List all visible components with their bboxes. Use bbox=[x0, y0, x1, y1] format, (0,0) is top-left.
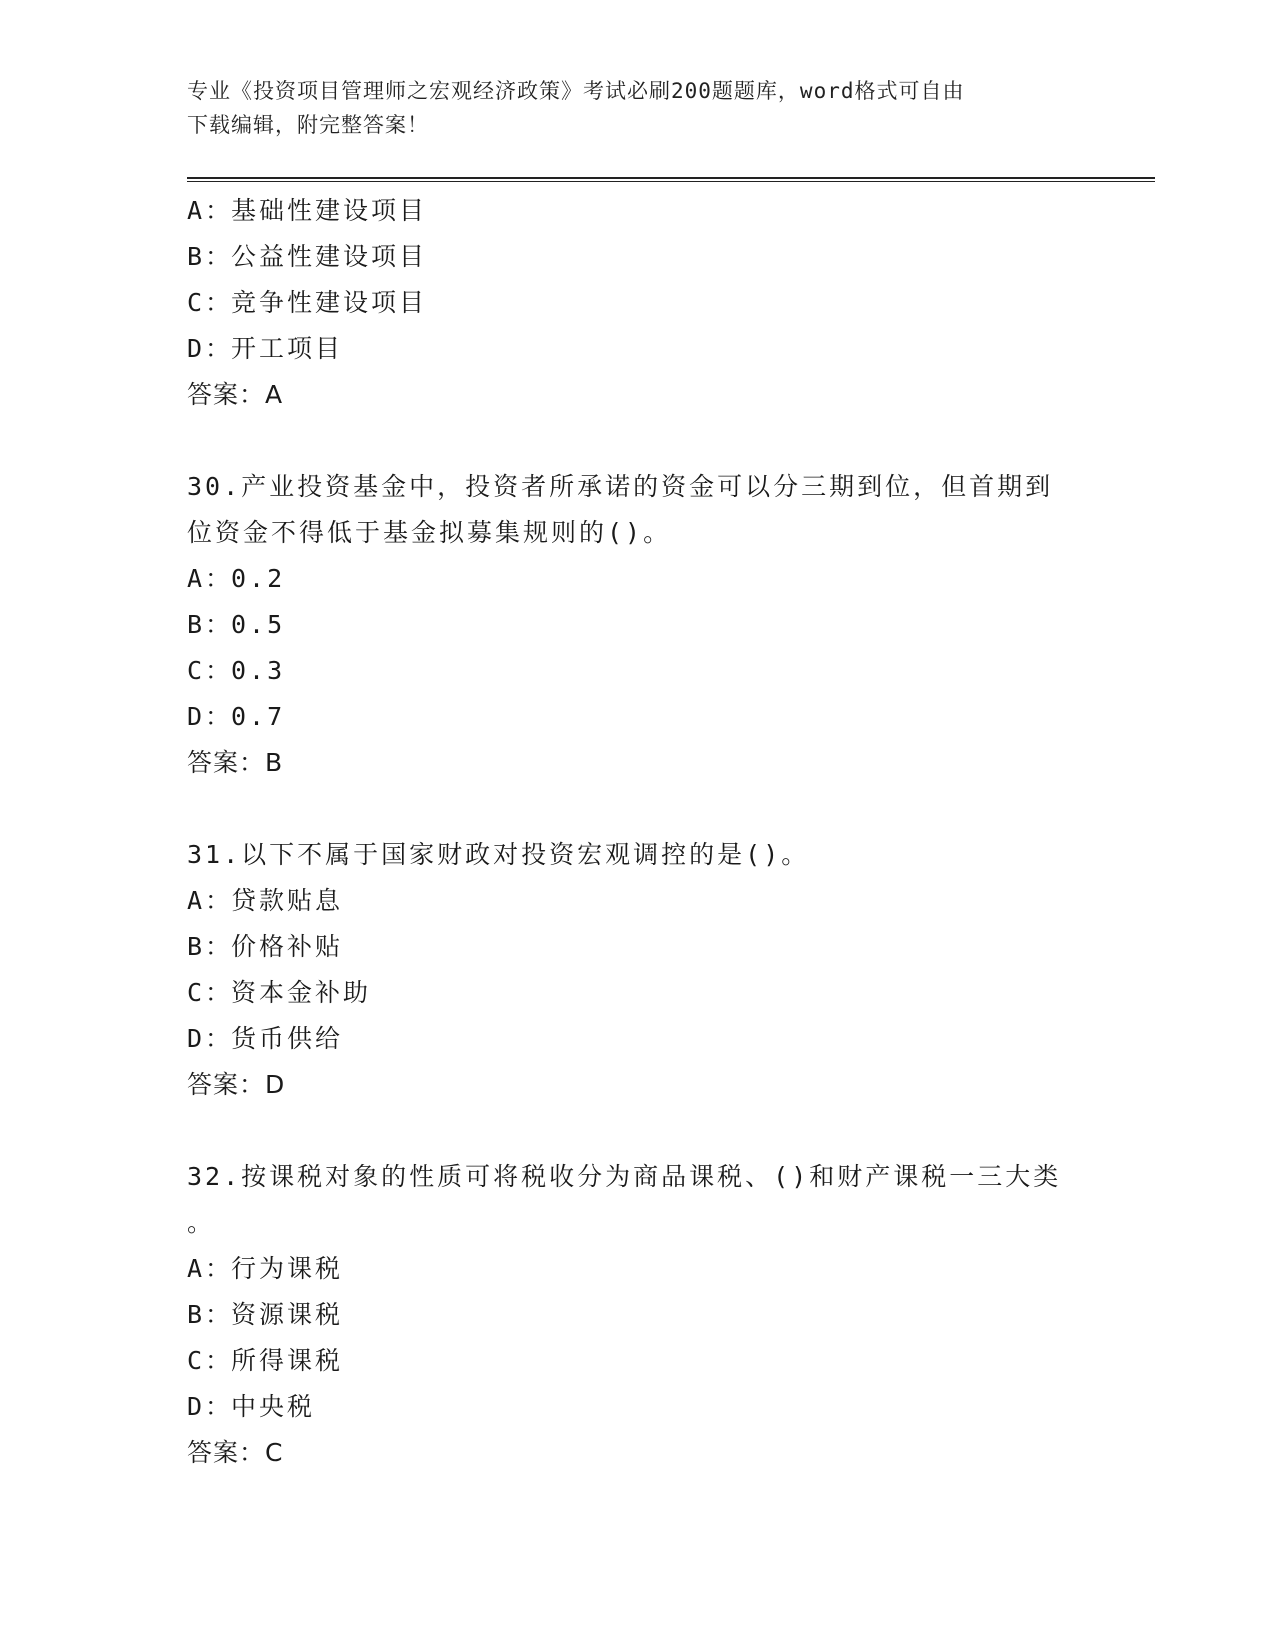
option-a bbox=[187, 878, 1087, 924]
header-line-1: 专业《投资项目管理师之宏观经济政策》考试必刷200题题库，word格式可自由 bbox=[187, 79, 965, 103]
header-divider bbox=[187, 177, 1155, 182]
option-b bbox=[187, 234, 1087, 280]
question-list bbox=[187, 188, 1087, 1476]
option-letter: A： bbox=[187, 564, 234, 593]
question-30 bbox=[187, 464, 1087, 786]
page-header bbox=[187, 74, 1087, 142]
question-stem-line-1: 30.产业投资基金中，投资者所承诺的资金可以分三期到位，但首期到 bbox=[187, 472, 1054, 501]
option-text: 价格补贴 bbox=[231, 932, 344, 961]
option-c bbox=[187, 648, 1087, 694]
option-text: 资源课税 bbox=[231, 1300, 344, 1329]
option-text: 行为课税 bbox=[231, 1254, 344, 1283]
option-d bbox=[187, 326, 1087, 372]
option-text: 开工项目 bbox=[231, 334, 344, 363]
question-32 bbox=[187, 1154, 1087, 1476]
option-a bbox=[187, 1246, 1087, 1292]
option-text: 所得课税 bbox=[231, 1346, 344, 1375]
option-b bbox=[187, 602, 1087, 648]
option-b bbox=[187, 1292, 1087, 1338]
option-letter: C： bbox=[187, 656, 234, 685]
option-letter: B： bbox=[187, 1300, 234, 1329]
option-text: 0.2 bbox=[231, 564, 286, 593]
answer-label: 答案：C bbox=[187, 1438, 284, 1467]
question-stem-line-2: 。 bbox=[187, 1208, 216, 1237]
question-31 bbox=[187, 832, 1087, 1108]
option-letter: C： bbox=[187, 288, 234, 317]
option-text: 贷款贴息 bbox=[231, 886, 344, 915]
option-letter: B： bbox=[187, 610, 234, 639]
option-c bbox=[187, 1338, 1087, 1384]
option-letter: C： bbox=[187, 978, 234, 1007]
option-c bbox=[187, 970, 1087, 1016]
option-letter: D： bbox=[187, 702, 234, 731]
question-stem-line-1: 32.按课税对象的性质可将税收分为商品课税、()和财产课税一三大类 bbox=[187, 1162, 1062, 1191]
option-text: 公益性建设项目 bbox=[231, 242, 428, 271]
option-text: 中央税 bbox=[231, 1392, 316, 1421]
option-letter: D： bbox=[187, 334, 234, 363]
option-c bbox=[187, 280, 1087, 326]
question-29 bbox=[187, 188, 1087, 418]
option-a bbox=[187, 188, 1087, 234]
question-stem-line-1: 31.以下不属于国家财政对投资宏观调控的是()。 bbox=[187, 840, 810, 869]
option-letter: C： bbox=[187, 1346, 234, 1375]
option-letter: D： bbox=[187, 1024, 234, 1053]
option-letter: A： bbox=[187, 886, 234, 915]
option-d bbox=[187, 694, 1087, 740]
option-d bbox=[187, 1384, 1087, 1430]
answer-label: 答案：A bbox=[187, 380, 284, 409]
question-stem-line-2: 位资金不得低于基金拟募集规则的()。 bbox=[187, 518, 672, 547]
answer-label: 答案：B bbox=[187, 748, 284, 777]
option-letter: A： bbox=[187, 1254, 234, 1283]
option-text: 0.3 bbox=[231, 656, 286, 685]
option-text: 0.5 bbox=[231, 610, 286, 639]
header-line-2: 下载编辑，附完整答案！ bbox=[187, 113, 429, 137]
option-letter: B： bbox=[187, 242, 234, 271]
option-letter: A： bbox=[187, 196, 234, 225]
option-text: 基础性建设项目 bbox=[231, 196, 428, 225]
option-text: 竞争性建设项目 bbox=[231, 288, 428, 317]
option-b bbox=[187, 924, 1087, 970]
option-letter: B： bbox=[187, 932, 234, 961]
option-letter: D： bbox=[187, 1392, 234, 1421]
answer-label: 答案：D bbox=[187, 1070, 286, 1099]
option-d bbox=[187, 1016, 1087, 1062]
option-text: 货币供给 bbox=[231, 1024, 344, 1053]
option-text: 0.7 bbox=[231, 702, 286, 731]
option-a bbox=[187, 556, 1087, 602]
option-text: 资本金补助 bbox=[231, 978, 372, 1007]
